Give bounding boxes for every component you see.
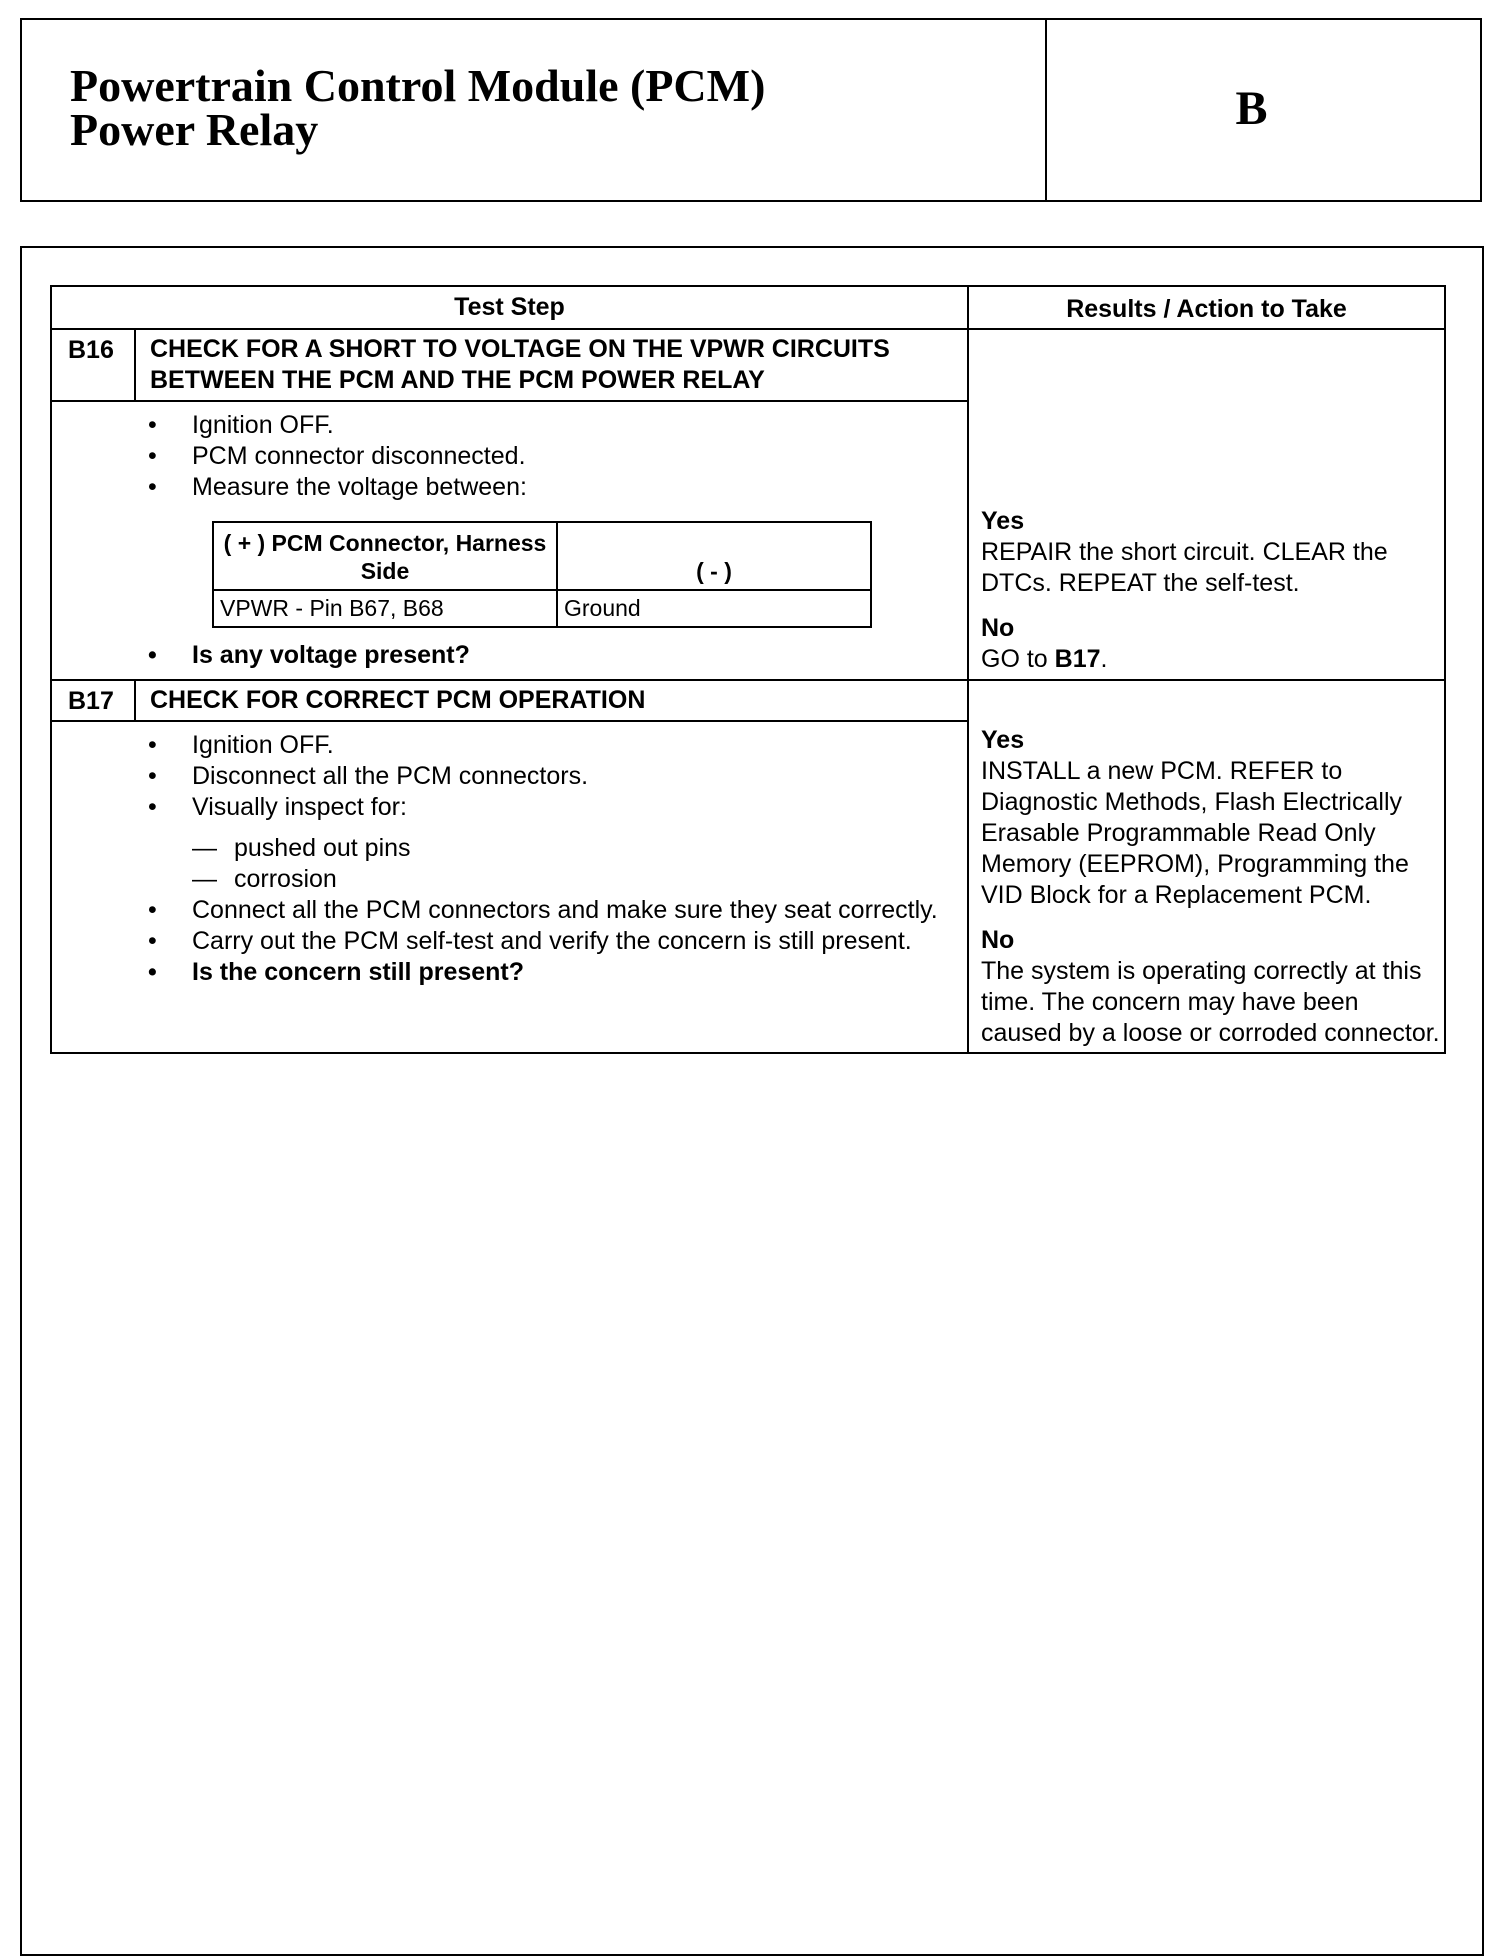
step-header-b16 — [52, 330, 967, 402]
section-cell — [1047, 20, 1480, 200]
no-text-b16 — [981, 644, 1440, 675]
list-item: • Ignition OFF. — [148, 410, 957, 441]
yes-text-b16: REPAIR the short circuit. CLEAR the DTCs. REPEAT the self-test. — [981, 538, 1388, 597]
col-header-results: Results / Action to Take — [1066, 295, 1347, 323]
measurement-positive-value: VPWR - Pin B67, B68 — [213, 590, 557, 627]
results-body-b16 — [969, 330, 1444, 679]
list-item: — corrosion — [192, 864, 957, 895]
no-label-b16: No — [981, 614, 1015, 642]
list-item: — pushed out pins — [192, 833, 957, 864]
title-cell — [22, 20, 1047, 200]
step-header-b17 — [52, 681, 967, 722]
goto-step-link[interactable]: B17 — [1054, 645, 1101, 673]
list-item: • Disconnect all the PCM connectors. — [148, 761, 957, 792]
step-title-b16: CHECK FOR A SHORT TO VOLTAGE ON THE VPWR CIRCUITS BETWEEN THE PCM AND THE PCM POWER RELAY — [150, 335, 890, 394]
table-header-row — [52, 287, 1444, 328]
list-item: • Measure the voltage between: — [148, 472, 957, 503]
no-text-b17: The system is operating correctly at this time. The concern may have been caused by a loose or corroded connector. — [981, 957, 1440, 1047]
section-letter: B — [1235, 81, 1268, 135]
list-item: • Visually inspect for: — [148, 792, 957, 823]
step-row-b16 — [52, 328, 1444, 679]
col-header-test-step: Test Step — [52, 287, 969, 328]
step-id-b16: B16 — [52, 330, 136, 400]
step-body-b16 — [52, 402, 967, 679]
step-cell-b17 — [52, 681, 969, 1052]
list-item: • Connect all the PCM connectors and make sure they seat correctly. — [148, 895, 957, 926]
page-title-line-2: Power Relay — [70, 104, 319, 155]
no-label-b17: No — [981, 926, 1015, 954]
page-header — [20, 18, 1482, 202]
yes-text-b17: INSTALL a new PCM. REFER to Diagnostic Methods, Flash Electrically Erasable Programmable Read Only Memory (EEPROM), Programming the VID Block for a Replacement PCM. — [981, 757, 1409, 909]
step-question-b16: • Is any voltage present? — [148, 640, 957, 671]
results-cell-b17 — [969, 681, 1444, 1052]
list-item: • PCM connector disconnected. — [148, 441, 957, 472]
step-title-b17: CHECK FOR CORRECT PCM OPERATION — [150, 686, 646, 714]
no-text-suffix: . — [1100, 645, 1108, 673]
table-row — [213, 590, 871, 627]
step-body-b17 — [52, 722, 967, 1052]
test-step-table — [50, 285, 1446, 1054]
page-title-line-1: Powertrain Control Module (PCM) — [70, 60, 766, 111]
measurement-col-positive: ( + ) PCM Connector, Harness Side — [213, 522, 557, 590]
measurement-col-negative: ( - ) — [557, 522, 871, 590]
list-item: • Carry out the PCM self-test and verify the concern is still present. — [148, 926, 957, 957]
yes-label-b17: Yes — [981, 726, 1025, 754]
yes-label-b16: Yes — [981, 507, 1025, 535]
list-item: • Ignition OFF. — [148, 730, 957, 761]
step-row-b17 — [52, 679, 1444, 1052]
step-id-b17: B17 — [52, 681, 136, 720]
step-question-b17: • Is the concern still present? — [148, 957, 957, 988]
step-cell-b16 — [52, 330, 969, 679]
measurement-table — [212, 521, 872, 628]
results-cell-b16 — [969, 330, 1444, 679]
no-text-prefix: GO to — [981, 645, 1055, 673]
results-body-b17 — [969, 681, 1444, 1049]
table-row — [213, 522, 871, 590]
measurement-negative-value: Ground — [557, 590, 871, 627]
